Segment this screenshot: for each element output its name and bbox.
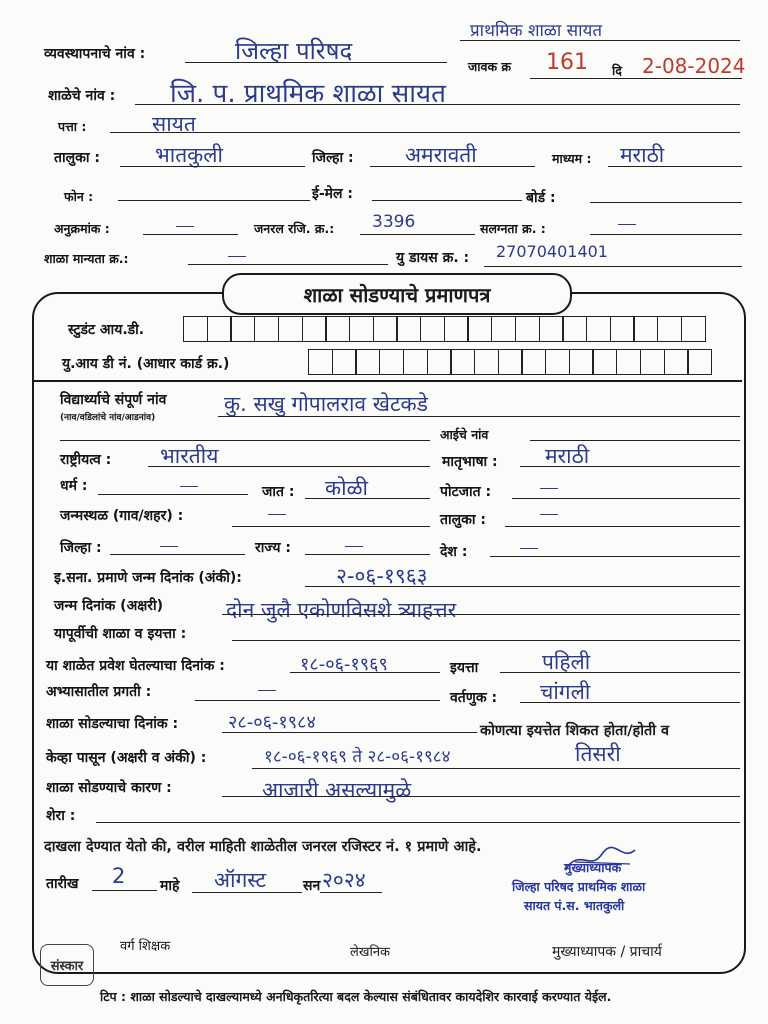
reason-label: शाळा सोडण्याचे कारण : [46, 780, 172, 796]
udise-line [484, 266, 742, 267]
student-id-box[interactable] [420, 316, 445, 342]
uid-box[interactable] [355, 349, 380, 375]
management-label: व्यवस्थापनाचे नांव : [44, 46, 146, 62]
serial-line [143, 234, 238, 235]
studying-label: कोणत्या इयत्तेत शिकत होता/होती व [480, 723, 670, 739]
country-line [490, 556, 740, 557]
email-label: ई-मेल : [312, 186, 354, 202]
remarks-label: शेरा : [46, 808, 76, 824]
state-line [305, 554, 430, 555]
uid-box[interactable] [379, 349, 404, 375]
section-divider [34, 380, 742, 382]
std-label: इयत्ता [450, 660, 479, 676]
phone-label: फोन : [64, 189, 94, 204]
student-id-box[interactable] [349, 316, 374, 342]
student-id-box[interactable] [207, 316, 232, 342]
uid-box[interactable] [308, 349, 333, 375]
std-line [500, 672, 740, 673]
month-label: माहे [160, 878, 180, 894]
affiliation-line [590, 234, 742, 235]
uid-label: यु.आय डी नं. (आधार कार्ड क्र.) [62, 356, 230, 372]
mother-tongue-line [520, 466, 740, 467]
taluka2-label: तालुका : [440, 512, 486, 528]
uid-box[interactable] [616, 349, 641, 375]
leaving-date-line [222, 732, 477, 733]
dob-words-label: जन्म दिनांक (अक्षरी) [54, 598, 164, 614]
stamp-line-2: जिल्हा परिषद प्राथमिक शाळा [512, 879, 646, 894]
school-line [135, 104, 740, 105]
admission-label: या शाळेत प्रवेश घेतल्याचा दिनांक : [46, 658, 225, 674]
district2-label: जिल्हा : [60, 540, 102, 556]
footer-note: टिप : शाळा सोडल्याचे दाखल्यामध्ये अनधिकृतरित्या बदल केल्यास संबंधितावर कायदेशिर कारवाई करण्यात येईल. [100, 989, 612, 1004]
principal-label: मुख्याध्यापक / प्राचार्य [552, 944, 662, 960]
address-label: पत्ता : [58, 119, 87, 134]
student-id-box[interactable] [586, 316, 611, 342]
student-id-box[interactable] [681, 316, 706, 342]
board-line [590, 202, 742, 203]
month-line [192, 892, 302, 893]
student-id-box[interactable] [610, 316, 635, 342]
logo-text: संस्कार [50, 959, 84, 974]
student-id-box[interactable] [515, 316, 540, 342]
uid-box[interactable] [664, 349, 689, 375]
principal-signature [560, 842, 640, 876]
mother-tongue-label: मातृभाषा : [442, 454, 498, 470]
student-id-box[interactable] [562, 316, 587, 342]
month-value: ऑगस्ट [214, 868, 267, 892]
name-sub-label: (नाव/वडिलांचे नांव/आडनांव) [60, 413, 156, 423]
name-label: विद्यार्थ्याचे संपूर्ण नांव [60, 392, 167, 408]
religion-label: धर्म : [60, 478, 88, 494]
uid-box[interactable] [569, 349, 594, 375]
student-id-box[interactable] [302, 316, 327, 342]
cert-date-label: तारीख [46, 876, 79, 892]
district-line [370, 166, 535, 167]
uid-box[interactable] [474, 349, 499, 375]
uid-boxes[interactable] [308, 349, 711, 375]
state-dash [345, 546, 363, 547]
date-label: दि [612, 63, 622, 78]
gen-reg-label: जनरल रजि. क्र.: [254, 221, 335, 236]
year-line [320, 892, 382, 893]
student-id-box[interactable] [633, 316, 658, 342]
subcaste-dash [540, 488, 558, 489]
student-id-label: स्टुडंट आय.डी. [68, 322, 145, 338]
certificate-title: शाळा सोडण्याचे प्रमाणपत्र [222, 273, 572, 315]
clerk-label: लेखनिक [350, 945, 391, 960]
dob-digits-line [305, 586, 740, 587]
gen-reg-value: 3396 [372, 212, 416, 232]
name-value: कु. सखु गोपालराव खेटकडे [224, 392, 428, 416]
top-right-handwriting: प्राथमिक शाळा सायत [470, 21, 603, 41]
student-id-box[interactable] [325, 316, 350, 342]
serial-label: अनुक्रमांक : [54, 221, 110, 236]
reason-value: आजारी असल्यामुळे [262, 778, 412, 802]
student-id-box[interactable] [539, 316, 564, 342]
birthplace-line [232, 526, 430, 527]
uid-box[interactable] [592, 349, 617, 375]
mother-tongue-value: मराठी [545, 444, 590, 468]
name-line [218, 416, 740, 417]
date-value: 2-08-2024 [642, 54, 746, 78]
taluka2-line [505, 526, 740, 527]
uid-box[interactable] [545, 349, 570, 375]
birthplace-label: जन्मस्थळ (गाव/शहर) : [60, 508, 184, 524]
dob-words-value: दोन जुलै एकोणविसशे त्र्याहत्तर [226, 598, 457, 622]
mother-line [530, 440, 740, 441]
caste-value: कोळी [325, 476, 368, 500]
address-value: सायत [152, 112, 196, 136]
progress-dash [258, 690, 276, 691]
inward-line [530, 78, 742, 79]
year-label: सन [303, 878, 321, 894]
district2-line [110, 554, 245, 555]
student-id-box[interactable] [491, 316, 516, 342]
uid-box[interactable] [687, 349, 712, 375]
student-id-box[interactable] [444, 316, 469, 342]
student-id-box[interactable] [373, 316, 398, 342]
cert-date-line [92, 890, 157, 891]
address-line [110, 132, 740, 133]
district2-dash [160, 546, 178, 547]
uid-box[interactable] [521, 349, 546, 375]
prev-school-line [232, 640, 740, 641]
dob-digits-value: २-०६-१९६३ [336, 564, 428, 588]
remarks-line [96, 822, 740, 823]
district-value: अमरावती [405, 143, 477, 167]
affiliation-dash [618, 224, 636, 225]
email-line [372, 200, 522, 201]
mother-line-left [60, 440, 430, 441]
student-id-box[interactable] [396, 316, 421, 342]
subcaste-label: पोटजात : [440, 484, 492, 500]
inward-value: 161 [546, 50, 588, 75]
publisher-logo [40, 944, 94, 986]
class-teacher-label: वर्ग शिक्षक [120, 939, 171, 954]
inward-label: जावक क्र [468, 59, 512, 74]
leaving-date-label: शाळा सोडल्याचा दिनांक : [46, 716, 179, 732]
taluka2-dash [540, 514, 558, 515]
state-label: राज्य : [255, 540, 291, 556]
medium-label: माध्यम : [552, 151, 592, 166]
student-id-box[interactable] [183, 316, 208, 342]
religion-dash [180, 486, 198, 487]
std-value: पहिली [542, 650, 591, 674]
udise-value: 27070401401 [496, 242, 608, 261]
cert-date-value: 2 [112, 864, 126, 888]
dob-digits-label: इ.सना. प्रमाणे जन्म दिनांक (अंकी): [54, 570, 242, 586]
phone-line [118, 200, 310, 201]
since-std-value: तिसरी [575, 742, 621, 766]
reason-line [222, 796, 740, 797]
caste-label: जात : [262, 484, 295, 500]
subcaste-line [512, 498, 740, 499]
stamp-line-1: मुख्याध्यापक [564, 860, 622, 875]
conduct-label: वर्तणुक : [450, 690, 498, 706]
recognition-label: शाळा मान्यता क्र.: [44, 251, 129, 266]
year-value: २०२४ [322, 868, 366, 892]
taluka-label: तालुका : [54, 150, 100, 166]
student-id-box[interactable] [467, 316, 492, 342]
declaration: दाखला देण्यात येतो की, वरील माहिती शाळेतील जनरल रजिस्टर नं. १ प्रमाणे आहे. [44, 839, 482, 855]
since-line [252, 768, 740, 769]
top-right-line [460, 40, 740, 41]
birthplace-dash [268, 514, 286, 515]
board-label: बोर्ड : [526, 190, 556, 206]
admission-line [290, 672, 440, 673]
admission-value: १८-०६-१९६९ [300, 654, 388, 675]
taluka-line [120, 166, 305, 167]
stamp-line-3: सायत पं.स. भातकुली [524, 898, 625, 913]
conduct-line [520, 702, 740, 703]
nationality-label: राष्ट्रीयत्व : [60, 452, 112, 468]
student-id-box[interactable] [254, 316, 279, 342]
leaving-date-value: २८-०६-१९८४ [228, 712, 316, 733]
serial-dash [176, 226, 194, 227]
management-value: जिल्हा परिषद [235, 37, 353, 65]
prev-school-label: यापूर्वीची शाळा व इयत्ता : [54, 626, 187, 642]
school-label: शाळेचे नांव : [48, 88, 116, 104]
student-id-box[interactable] [230, 316, 255, 342]
progress-label: अभ्यासातील प्रगती : [46, 684, 152, 700]
nationality-value: भारतीय [160, 444, 219, 468]
recognition-dash [228, 256, 246, 257]
dob-words-line [222, 614, 740, 615]
affiliation-label: सलग्नता क्र. : [480, 221, 546, 236]
student-id-box[interactable] [657, 316, 682, 342]
since-value: १८-०६-१९६९ ते २८-०६-१९८४ [264, 747, 451, 767]
uid-box[interactable] [332, 349, 357, 375]
school-value: जि. प. प्राथमिक शाळा सायत [170, 79, 446, 109]
uid-box[interactable] [403, 349, 428, 375]
uid-box[interactable] [640, 349, 665, 375]
country-dash [520, 548, 538, 549]
taluka-value: भातकुली [155, 143, 223, 167]
district-label: जिल्हा : [312, 150, 354, 166]
student-id-box[interactable] [278, 316, 303, 342]
nationality-line [148, 466, 430, 467]
uid-box[interactable] [450, 349, 475, 375]
uid-box[interactable] [427, 349, 452, 375]
gen-reg-line [360, 234, 475, 235]
religion-line [98, 494, 248, 495]
udise-label: यु डायस क्र. : [396, 250, 470, 266]
recognition-line [188, 264, 388, 265]
country-label: देश : [440, 544, 468, 560]
mother-label: आईचे नांव [440, 427, 489, 442]
medium-value: मराठी [620, 143, 665, 167]
uid-box[interactable] [498, 349, 523, 375]
progress-line [195, 700, 440, 701]
conduct-value: चांगली [540, 680, 591, 704]
student-id-boxes[interactable] [183, 316, 704, 342]
medium-line [608, 166, 742, 167]
management-line [185, 62, 447, 63]
caste-line [305, 498, 430, 499]
since-label: केव्हा पासून (अक्षरी व अंकी) : [46, 750, 207, 766]
